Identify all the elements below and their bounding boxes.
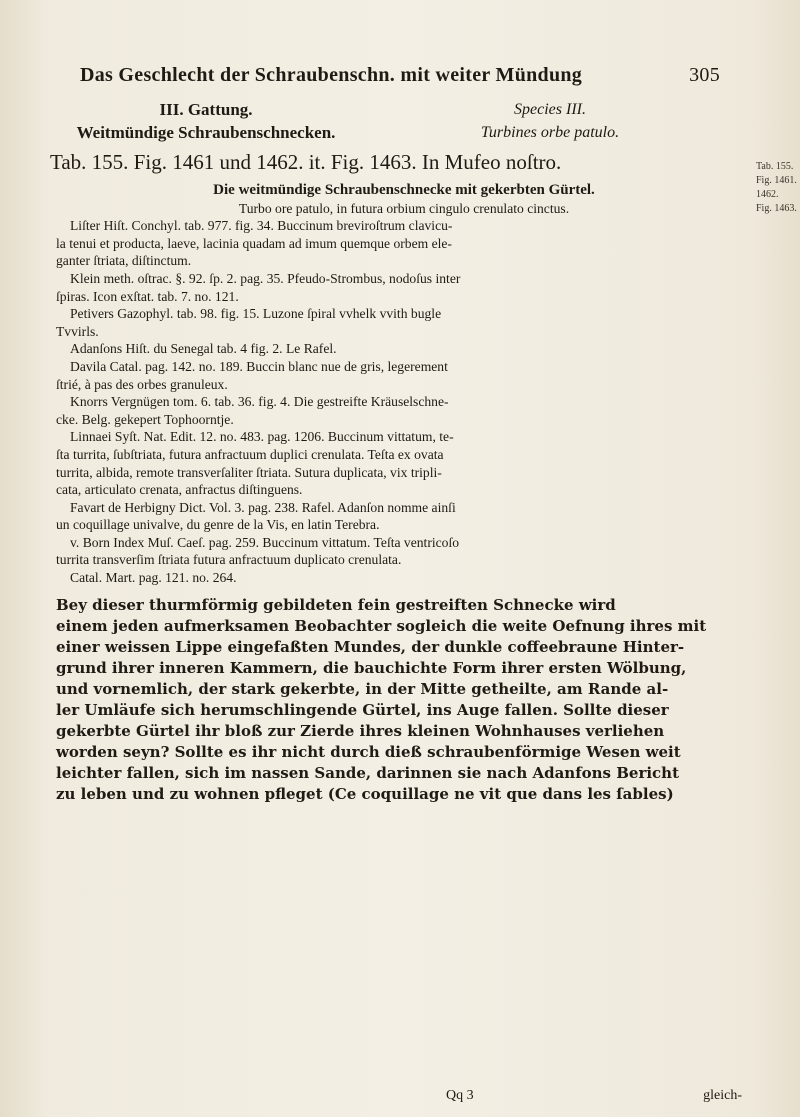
reference-line: cata, articulato crenata, anfractus diſtinguens. xyxy=(56,482,303,498)
genus-name-latin: Turbines orbe patulo. xyxy=(480,124,620,141)
paragraph-line: worden seyn? Sollte es ihr nicht durch dieß schraubenförmige Wesen weit xyxy=(56,742,681,761)
reference-line: ganter ſtriata, diſtinctum. xyxy=(56,253,192,269)
reference-line: Adanſons Hiſt. du Senegal tab. 4 fig. 2. Le Rafel. xyxy=(70,341,337,357)
margin-note-line: Fig. 1461. xyxy=(756,175,797,186)
margin-note-line: Tab. 155. xyxy=(756,161,794,172)
reference-line: Davila Catal. pag. 142. no. 189. Buccin blanc nue de gris, legerement xyxy=(70,358,448,374)
reference-line: Catal. Mart. pag. 121. no. 264. xyxy=(70,570,237,586)
reference-line: Klein meth. oſtrac. §. 92. ſp. 2. pag. 35. Pfeudo-Strombus, nodoſus inter xyxy=(70,270,461,286)
paragraph-line: und vornemlich, der stark gekerbte, in der Mitte getheilte, am Rande al- xyxy=(56,679,669,698)
running-title: Das Geschlecht der Schraubenschn. mit weiter Mündung xyxy=(80,64,583,86)
reference-line: Tvvirls. xyxy=(56,323,99,339)
paragraph-line: zu leben und zu wohnen pfleget (Ce coquillage ne vit que dans les ſables) xyxy=(56,784,674,803)
paragraph-line: ler Umläufe sich herumschlingende Gürtel, ins Auge fallen. Sollte dieser xyxy=(56,700,669,719)
reference-line: ſpiras. Icon exſtat. tab. 7. no. 121. xyxy=(56,288,239,304)
reference-line: Liſter Hiſt. Conchyl. tab. 977. fig. 34. Buccinum breviroſtrum clavicu- xyxy=(70,218,453,234)
reference-line: v. Born Index Muſ. Caeſ. pag. 259. Buccinum vittatum. Teſta ventricoſo xyxy=(70,534,460,550)
reference-line: turrita, albida, remote transverſaliter ſtriata. Sutura duplicata, vix tripli- xyxy=(56,464,442,480)
reference-line: Favart de Herbigny Dict. Vol. 3. pag. 238. Rafel. Adanſon nomme ainſi xyxy=(70,499,456,515)
catchword: gleich- xyxy=(703,1088,742,1103)
reference-line: turrita transverſim ſtriata futura anfractuum duplicato crenulata. xyxy=(56,552,402,568)
genus-heading-latin xyxy=(400,98,700,144)
reference-line: la tenui et producta, laeve, lacinia quadam ad imum quemque orbem ele- xyxy=(56,235,452,251)
reference-line: ſta turrita, ſubſtriata, futura anfractuum duplici crenulata. Teſta ex ovata xyxy=(56,446,444,462)
paragraph-line: gekerbte Gürtel ihr bloß zur Zierde ihres kleinen Wohnhauses verliehen xyxy=(56,721,665,740)
margin-note-line: 1462. xyxy=(756,189,779,200)
species-title-latin: Turbo ore patulo, in futura orbium cingulo crenulato cinctus. xyxy=(238,200,570,216)
signature-mark: Qq 3 xyxy=(446,1088,474,1103)
main-text xyxy=(56,182,752,805)
page-number: 305 xyxy=(689,64,720,86)
reference-line: un coquillage univalve, du genre de la Vis, en latin Terebra. xyxy=(56,517,380,533)
reference-line: Knorrs Vergnügen tom. 6. tab. 36. fig. 4. Die gestreifte Kräuselschne- xyxy=(70,394,449,410)
genus-name-german: Weitmündige Schraubenschnecken. xyxy=(76,123,336,142)
margin-note-line: Fig. 1463. xyxy=(756,203,797,214)
paragraph-line: grund ihrer inneren Kammern, die bauchichte Form ihrer ersten Wölbung, xyxy=(56,658,687,677)
genus-number: III. Gattung. xyxy=(159,100,253,119)
species-number: Species III. xyxy=(514,101,586,118)
running-header xyxy=(80,64,720,87)
paragraph-line: Bey dieser thurmförmig gebildeten fein gestreiften Schnecke wird xyxy=(56,595,616,614)
reference-line: Linnaei Syſt. Nat. Edit. 12. no. 483. pag. 1206. Buccinum vittatum, te- xyxy=(70,429,454,445)
reference-line: Petivers Gazophyl. tab. 98. fig. 15. Luzone ſpiral vvhelk vvith bugle xyxy=(70,306,442,322)
reference-line: cke. Belg. gekepert Tophoorntje. xyxy=(56,411,234,427)
margin-note xyxy=(756,160,800,216)
plate-reference: Tab. 155. Fig. 1461 und 1462. it. Fig. 1463. In Mufeo noſtro. xyxy=(50,150,562,174)
reference-line: ſtrié, à pas des orbes granuleux. xyxy=(56,376,228,392)
genus-heading-german xyxy=(56,98,356,144)
paragraph-line: einem jeden aufmerksamen Beobachter sogleich die weite Oefnung ihres mit xyxy=(56,616,707,635)
paragraph-line: leichter fallen, sich im nassen Sande, darinnen sie nach Adanfons Bericht xyxy=(56,763,680,782)
paragraph-line: einer weissen Lippe eingefaßten Mundes, der dunkle coffeebraune Hinter- xyxy=(56,637,685,656)
species-title-german: Die weitmündige Schraubenschnecke mit gekerbten Gürtel. xyxy=(213,182,595,198)
page-footer xyxy=(56,1088,752,1110)
